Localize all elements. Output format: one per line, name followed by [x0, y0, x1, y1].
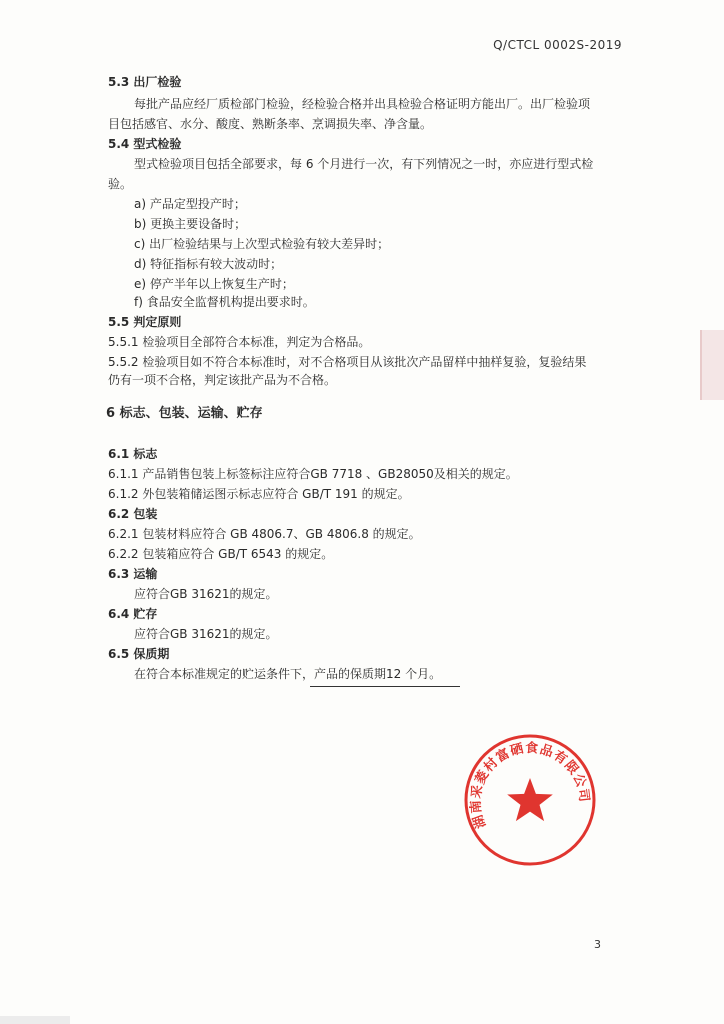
section-5-5-title: 5.5 判定原则 — [108, 315, 182, 329]
section-5-4-text-2: 验。 — [108, 177, 133, 191]
scan-edge — [0, 1016, 70, 1024]
standard-code: Q/CTCL 0002S-2019 — [493, 38, 622, 52]
section-6-1-2: 6.1.2 外包装箱储运图示标志应符合 GB/T 191 的规定。 — [108, 487, 410, 501]
section-5-4-text-1: 型式检验项目包括全部要求，每 6 个月进行一次，有下列情况之一时，亦应进行型式检 — [134, 157, 594, 171]
list-item: c) 出厂检验结果与上次型式检验有较大差异时； — [134, 237, 390, 251]
seal-text: 湖南采菱村富硒食品有限公司 — [468, 741, 592, 831]
section-5-3-title: 5.3 出厂检验 — [108, 75, 182, 89]
section-5-5-1: 5.5.1 检验项目全部符合本标准，判定为合格品。 — [108, 335, 371, 349]
list-item: a) 产品定型投产时； — [134, 197, 246, 211]
section-6-1-title: 6.1 标志 — [108, 447, 158, 461]
section-5-5-2-line-1: 5.5.2 检验项目如不符合本标准时，对不合格项目从该批次产品留样中抽样复验，复验结果 — [108, 355, 587, 369]
section-5-3-text-1: 每批产品应经厂质检部门检验，经检验合格并出具检验合格证明方能出厂。出厂检验项 — [134, 97, 591, 111]
margin-stamp-fragment — [700, 330, 724, 400]
list-item: d) 特征指标有较大波动时； — [134, 257, 283, 271]
section-6-4-text: 应符合GB 31621的规定。 — [134, 627, 278, 641]
list-item: f) 食品安全监督机构提出要求时。 — [134, 295, 315, 309]
section-6-3-title: 6.3 运输 — [108, 567, 158, 581]
list-item: e) 停产半年以上恢复生产时； — [134, 277, 294, 291]
section-5-5-2-line-2: 仍有一项不合格，判定该批产品为不合格。 — [108, 373, 337, 387]
section-6-3-text: 应符合GB 31621的规定。 — [134, 587, 278, 601]
page-number: 3 — [594, 938, 601, 951]
section-6-2-title: 6.2 包装 — [108, 507, 158, 521]
section-6-4-title: 6.4 贮存 — [108, 607, 158, 621]
section-6-1-1: 6.1.1 产品销售包装上标签标注应符合GB 7718 、GB28050及相关的规定。 — [108, 467, 518, 481]
seal-star-icon — [507, 778, 553, 821]
section-5-4-title: 5.4 型式检验 — [108, 137, 182, 151]
section-6-5-text: 在符合本标准规定的贮运条件下，产品的保质期12 个月。 — [134, 667, 442, 681]
list-item: b) 更换主要设备时； — [134, 217, 247, 231]
section-6-5-title: 6.5 保质期 — [108, 647, 170, 661]
section-6-2-1: 6.2.1 包装材料应符合 GB 4806.7、GB 4806.8 的规定。 — [108, 527, 421, 541]
chapter-6-title: 6 标志、包装、运输、贮存 — [106, 406, 263, 421]
section-6-2-2: 6.2.2 包装箱应符合 GB/T 6543 的规定。 — [108, 547, 334, 561]
section-5-3-text-2: 目包括感官、水分、酸度、熟断条率、烹调损失率、净含量。 — [108, 117, 433, 131]
company-seal — [460, 730, 600, 870]
end-divider — [310, 686, 460, 687]
